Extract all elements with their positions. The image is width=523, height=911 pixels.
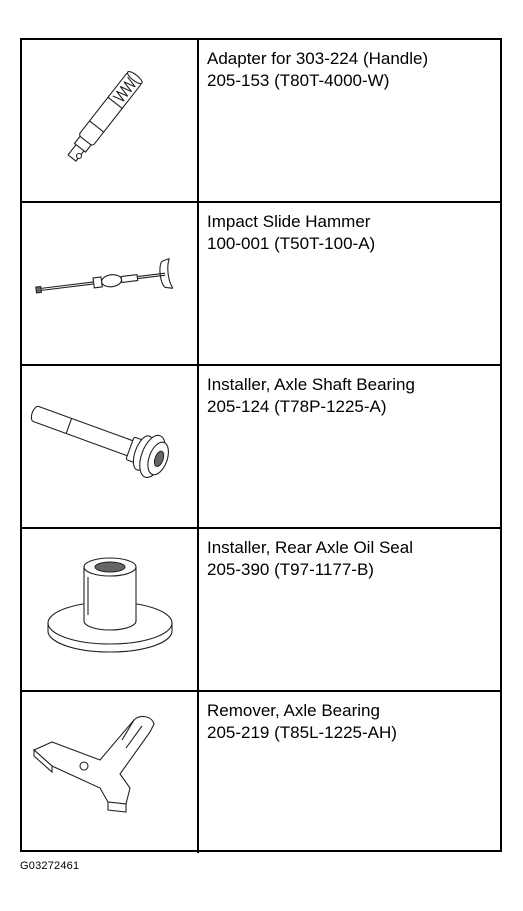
tool-description xyxy=(207,48,494,92)
tool-illustration-cell xyxy=(22,529,199,690)
tool-name: Impact Slide Hammer xyxy=(207,212,371,231)
tool-name: Remover, Axle Bearing xyxy=(207,701,380,720)
tool-name: Installer, Rear Axle Oil Seal xyxy=(207,538,413,557)
tool-number: 205-219 (T85L-1225-AH) xyxy=(207,723,397,742)
slide-hammer-icon xyxy=(22,203,197,362)
tool-row xyxy=(22,364,500,527)
tool-description xyxy=(207,700,494,744)
tool-description xyxy=(207,374,494,418)
bearing-installer-icon xyxy=(22,366,197,525)
special-tools-table xyxy=(20,38,502,852)
tool-illustration-cell xyxy=(22,692,199,853)
tool-row xyxy=(22,527,500,690)
tool-number: 205-390 (T97-1177-B) xyxy=(207,560,374,579)
oil-seal-installer-icon xyxy=(22,529,197,688)
tool-number: 100-001 (T50T-100-A) xyxy=(207,234,376,253)
tool-row xyxy=(22,40,500,201)
bearing-remover-icon xyxy=(22,692,197,851)
tool-name: Adapter for 303-224 (Handle) xyxy=(207,49,429,68)
tool-name: Installer, Axle Shaft Bearing xyxy=(207,375,415,394)
figure-id: G03272461 xyxy=(20,860,80,872)
tool-number: 205-153 (T80T-4000-W) xyxy=(207,71,390,90)
handle-adapter-icon xyxy=(22,40,197,199)
tool-description xyxy=(207,211,494,255)
tool-description xyxy=(207,537,494,581)
tool-number: 205-124 (T78P-1225-A) xyxy=(207,397,387,416)
tool-row xyxy=(22,201,500,364)
tool-illustration-cell xyxy=(22,203,199,364)
tool-illustration-cell xyxy=(22,40,199,201)
tool-row xyxy=(22,690,500,853)
tool-illustration-cell xyxy=(22,366,199,527)
